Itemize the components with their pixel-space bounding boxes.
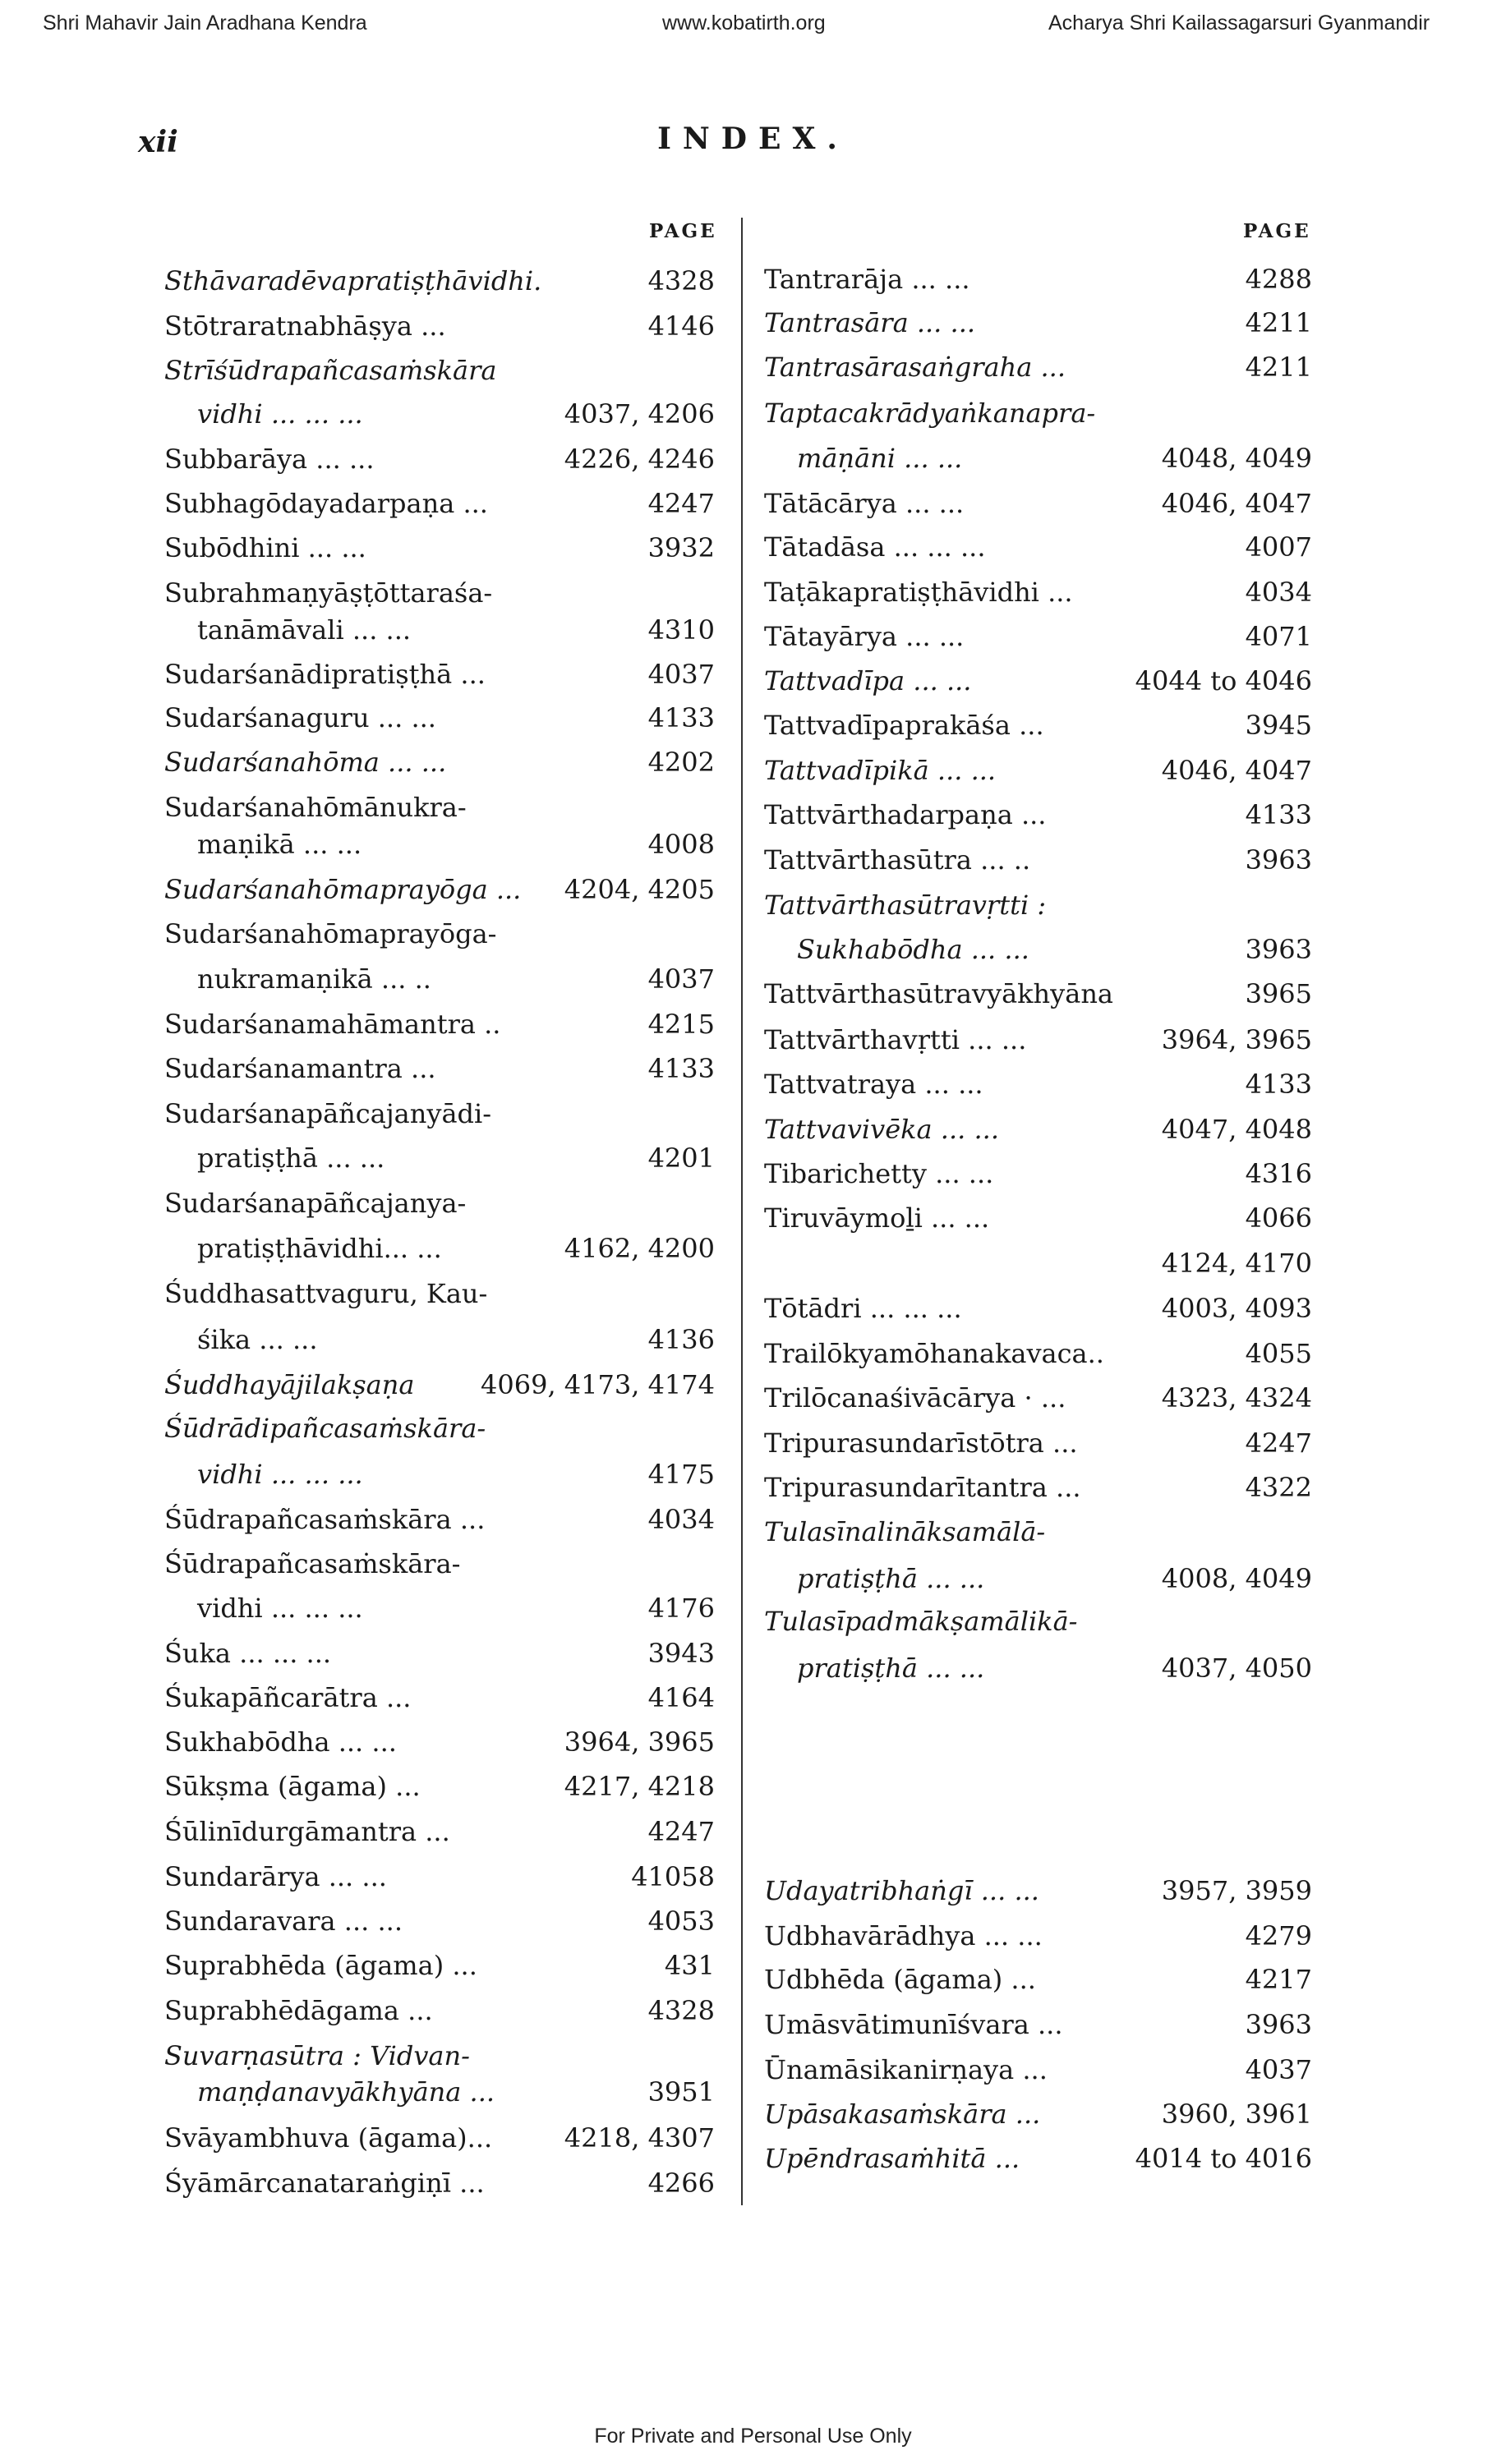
right-entry-page: 4014 to 4016 (1135, 2143, 1312, 2174)
right-entry-text: Umāsvātimunīśvara ... (764, 2009, 1063, 2040)
right-entry-text: Tattvārthavṛtti ... ... (764, 1024, 1027, 1055)
left-entry-page: 41058 (631, 1861, 715, 1892)
right-entry-text: Sukhabōdha ... ... (797, 934, 1029, 965)
left-entry-text: maṇḍanavyākhyāna ... (197, 2076, 495, 2108)
left-entry-page: 4176 (647, 1593, 715, 1624)
left-entry-text: tanāmāvali ... ... (197, 614, 412, 646)
banner-left: Shri Mahavir Jain Aradhana Kendra (43, 11, 367, 34)
right-entry-text: Tōtādri ... ... ... (764, 1293, 962, 1324)
left-entry-page: 4146 (647, 310, 715, 342)
right-entry-text: Tripurasundarīstōtra ... (764, 1427, 1078, 1459)
right-entry-page: 4044 to 4046 (1135, 665, 1312, 696)
right-entry-page: 3963 (1245, 844, 1312, 876)
left-entry-text: Sundaravara ... ... (164, 1905, 403, 1937)
right-entry-text: Tulasīpadmākṣamālikā- (764, 1606, 1078, 1637)
right-entry-page: 4322 (1245, 1472, 1312, 1503)
right-entry-page: 4316 (1245, 1158, 1312, 1189)
left-entry-page: 3943 (647, 1638, 715, 1669)
left-entry-page: 4328 (647, 265, 715, 297)
right-entry-page: 4003, 4093 (1161, 1293, 1312, 1324)
right-entry-text: Tātadāsa ... ... ... (764, 531, 986, 563)
footer-note: For Private and Personal Use Only (594, 2425, 912, 2448)
right-entry-text: pratiṣṭhā ... ... (797, 1563, 985, 1594)
left-entry-page: 4037, 4206 (564, 398, 715, 430)
right-entry-page: 4124, 4170 (1161, 1248, 1312, 1279)
right-entry-text: Taptacakrādyaṅkanapra- (764, 398, 1096, 429)
left-entry-page: 4202 (647, 747, 715, 778)
left-entry-text: Śūdrādipañcasaṁskāra- (164, 1413, 486, 1444)
right-entry-page: 4279 (1245, 1920, 1312, 1951)
right-entry-page: 4046, 4047 (1161, 488, 1312, 519)
right-entry-text: Upāsakasaṁskāra ... (764, 2099, 1041, 2130)
left-entry-page: 4328 (647, 1995, 715, 2026)
left-entry-page: 4266 (647, 2167, 715, 2199)
left-entry-text: pratiṣṭhā ... ... (197, 1142, 385, 1174)
right-entry-text: Trilōcanaśivācārya · ... (764, 1382, 1066, 1414)
left-entry-page: 4247 (647, 1816, 715, 1847)
page-title: INDEX. (657, 122, 849, 156)
right-entry-text: Taṭākapratiṣṭhāvidhi ... (764, 577, 1073, 608)
left-entry-text: Suvarṇasūtra : Vidvan- (164, 2040, 470, 2071)
left-entry-text: Śūlinīdurgāmantra ... (164, 1816, 450, 1847)
left-entry-text: Śuddhasattvaguru, Kau- (164, 1278, 488, 1309)
left-entry-text: Sudarśanamahāmantra .. (164, 1009, 501, 1040)
left-entry-text: Śūdrapañcasaṁskāra ... (164, 1504, 486, 1535)
left-entry-text: Sundarārya ... ... (164, 1861, 387, 1892)
right-entry-text: Udbhēda (āgama) ... (764, 1964, 1036, 1995)
right-entry-page: 4211 (1245, 307, 1312, 338)
right-entry-page: 4008, 4049 (1161, 1563, 1312, 1594)
right-entry-text: Tattvadīpa ... ... (764, 665, 972, 696)
right-entry-text: Tattvārthadarpaṇa ... (764, 799, 1047, 830)
left-entry-page: 4247 (647, 488, 715, 519)
left-entry-page: 3964, 3965 (564, 1726, 715, 1758)
left-entry-page: 4162, 4200 (564, 1233, 715, 1264)
left-entry-page: 4204, 4205 (564, 874, 715, 905)
right-entry-text: Tattvārthasūtra ... .. (764, 844, 1031, 876)
right-entry-text: Upēndrasaṁhitā ... (764, 2143, 1020, 2174)
right-entry-page: 4323, 4324 (1161, 1382, 1312, 1414)
right-entry-text: Tātācārya ... ... (764, 488, 965, 519)
right-entry-page: 4071 (1245, 621, 1312, 652)
right-entry-text: Udayatribhaṅgī ... ... (764, 1875, 1039, 1906)
right-entry-text: Tripurasundarītantra ... (764, 1472, 1081, 1503)
right-entry-text: māṇāni ... ... (797, 443, 963, 474)
left-entry-text: Sūkṣma (āgama) ... (164, 1771, 421, 1802)
left-entry-text: Sudarśanahōma ... ... (164, 747, 447, 778)
left-entry-page: 4037 (647, 963, 715, 995)
right-entry-page: 4037, 4050 (1161, 1653, 1312, 1684)
left-entry-text: Svāyambhuva (āgama)... (164, 2122, 493, 2154)
left-entry-page: 3932 (647, 532, 715, 563)
right-entry-text: Tattvadīpikā ... ... (764, 755, 997, 786)
left-entry-text: Sudarśanaguru ... ... (164, 702, 436, 733)
right-entry-text: Tantrasārasaṅgraha ... (764, 352, 1066, 383)
right-entry-page: 4034 (1245, 577, 1312, 608)
right-entry-page: 4211 (1245, 352, 1312, 383)
right-entry-text: Tattvārthasūtravṛtti : (764, 890, 1047, 921)
right-entry-text: Tantrarāja ... ... (764, 264, 970, 295)
left-entry-text: Śuka ... ... ... (164, 1638, 332, 1669)
left-entry-text: Subhagōdayadarpaṇa ... (164, 488, 488, 519)
left-entry-text: Subrahmaṇyāṣṭōttaraśa- (164, 577, 493, 609)
left-entry-text: vidhi ... ... ... (197, 1593, 363, 1624)
left-entry-page: 4164 (647, 1682, 715, 1713)
left-entry-text: Sudarśanapāñcajanya- (164, 1188, 467, 1219)
left-entry-text: Sudarśanādipratiṣṭhā ... (164, 659, 486, 690)
right-entry-text: Tattvadīpaprakāśa ... (764, 710, 1044, 741)
left-entry-page: 431 (664, 1950, 715, 1981)
right-entry-page: 3957, 3959 (1161, 1875, 1312, 1906)
right-entry-text: Udbhavārādhya ... ... (764, 1920, 1043, 1951)
right-entry-page: 3960, 3961 (1161, 2099, 1312, 2130)
left-entry-page: 4053 (647, 1905, 715, 1937)
left-entry-page: 4008 (647, 829, 715, 860)
right-entry-page: 4133 (1245, 1069, 1312, 1100)
left-entry-text: Strīśūdrapañcasaṁskāra (164, 355, 497, 386)
left-entry-text: Śukapāñcarātra ... (164, 1682, 412, 1713)
page-header-right: PAGE (1243, 220, 1311, 242)
page-number: xii (138, 125, 178, 159)
right-entry-page: 3965 (1245, 978, 1312, 1009)
banner-center: www.kobatirth.org (662, 11, 826, 34)
right-entry-page: 4037 (1245, 2054, 1312, 2085)
right-entry-text: Tulasīnalināksamālā- (764, 1516, 1046, 1547)
left-entry-text: Subōdhini ... ... (164, 532, 366, 563)
right-entry-text: pratiṣṭhā ... ... (797, 1653, 985, 1684)
right-entry-page: 4047, 4048 (1161, 1114, 1312, 1145)
left-entry-text: Śyāmārcanataraṅgiṇī ... (164, 2167, 485, 2199)
left-entry-page: 4215 (647, 1009, 715, 1040)
right-entry-page: 4247 (1245, 1427, 1312, 1459)
right-entry-page: 3945 (1245, 710, 1312, 741)
left-entry-text: Sudarśanahōmaprayōga ... (164, 874, 522, 905)
column-divider (741, 218, 743, 2205)
right-entry-page: 4288 (1245, 264, 1312, 295)
right-entry-text: Tiruvāymoḻi ... ... (764, 1202, 990, 1234)
left-entry-page: 4217, 4218 (564, 1771, 715, 1802)
left-entry-page: 4201 (647, 1142, 715, 1174)
left-entry-text: Stōtraratnabhāṣya ... (164, 310, 446, 342)
left-entry-text: vidhi ... ... ... (197, 398, 363, 430)
right-entry-text: Trailōkyamōhanakavaca.. (764, 1338, 1104, 1369)
left-entry-page: 4133 (647, 702, 715, 733)
left-entry-text: Sudarśanahōmānukra- (164, 792, 467, 823)
left-entry-text: śika ... ... (197, 1324, 318, 1355)
right-entry-text: Tattvavivēka ... ... (764, 1114, 999, 1145)
left-entry-text: nukramaṇikā ... .. (197, 963, 431, 995)
left-entry-text: vidhi ... ... ... (197, 1459, 363, 1490)
left-entry-text: maṇikā ... ... (197, 829, 362, 860)
right-entry-text: Ūnamāsikanirṇaya ... (764, 2054, 1048, 2085)
left-entry-text: Suprabhēda (āgama) ... (164, 1950, 477, 1981)
right-entry-page: 4066 (1245, 1202, 1312, 1234)
left-entry-page: 4069, 4173, 4174 (481, 1369, 715, 1400)
right-entry-page: 3964, 3965 (1161, 1024, 1312, 1055)
left-entry-text: Śuddhayājilakṣaṇa (164, 1369, 415, 1400)
banner-right: Acharya Shri Kailassagarsuri Gyanmandir (1048, 11, 1430, 34)
page-header-left: PAGE (649, 220, 717, 242)
right-entry-text: Tātayārya ... ... (764, 621, 965, 652)
right-entry-text: Tantrasāra ... ... (764, 307, 976, 338)
right-entry-page: 4055 (1245, 1338, 1312, 1369)
left-entry-text: pratiṣṭhāvidhi... ... (197, 1233, 442, 1264)
left-entry-text: Sudarśanamantra ... (164, 1053, 436, 1084)
left-entry-page: 4136 (647, 1324, 715, 1355)
left-entry-page: 4218, 4307 (564, 2122, 715, 2154)
left-entry-text: Sudarśanapāñcajanyādi- (164, 1098, 492, 1129)
site-banner (0, 11, 1506, 39)
right-entry-page: 3963 (1245, 934, 1312, 965)
right-entry-page: 4217 (1245, 1964, 1312, 1995)
right-entry-text: Tattvatraya ... ... (764, 1069, 983, 1100)
left-entry-page: 4034 (647, 1504, 715, 1535)
right-entry-text: Tattvārthasūtravyākhyāna (764, 978, 1113, 1009)
right-entry-page: 4048, 4049 (1161, 443, 1312, 474)
left-entry-page: 4133 (647, 1053, 715, 1084)
left-entry-text: Sudarśanahōmaprayōga- (164, 918, 497, 949)
right-entry-text: Tibarichetty ... ... (764, 1158, 994, 1189)
left-entry-text: Sukhabōdha ... ... (164, 1726, 397, 1758)
right-entry-page: 4007 (1245, 531, 1312, 563)
left-entry-text: Śūdrapañcasaṁskāra- (164, 1548, 461, 1579)
left-entry-text: Subbarāya ... ... (164, 444, 375, 475)
left-entry-page: 4175 (647, 1459, 715, 1490)
left-entry-page: 4226, 4246 (564, 444, 715, 475)
left-entry-text: Sthāvaradēvapratiṣṭhāvidhi. (164, 265, 542, 297)
right-entry-page: 4133 (1245, 799, 1312, 830)
left-entry-page: 3951 (647, 2076, 715, 2108)
left-entry-page: 4310 (647, 614, 715, 646)
right-entry-page: 3963 (1245, 2009, 1312, 2040)
left-entry-page: 4037 (647, 659, 715, 690)
left-entry-text: Suprabhēdāgama ... (164, 1995, 433, 2026)
right-entry-page: 4046, 4047 (1161, 755, 1312, 786)
